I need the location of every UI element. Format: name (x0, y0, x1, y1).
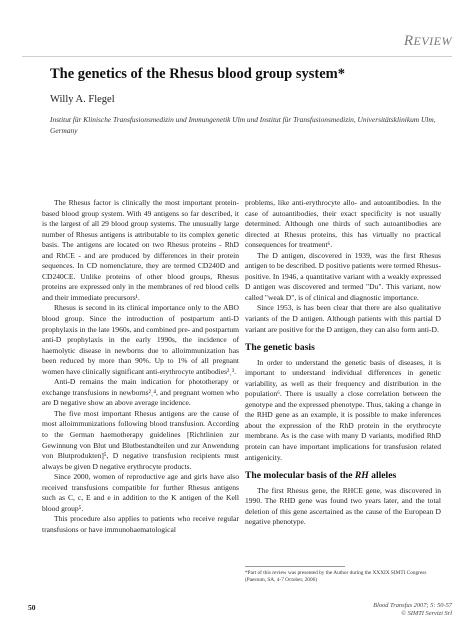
paragraph: Anti-D remains the main indication for phototherapy or exchange transfusions in newborns²ˎ⁴, and pregnant women who are D negative show an above average incidence. (42, 377, 239, 408)
journal-citation (373, 602, 452, 618)
paragraph: Since 1953, is has been clear that there are also qualitative variants of the D antigen. Although patients with this partial D variant are positive for the D antigen, they can also form anti-D. (245, 303, 441, 334)
paragraph: Rhesus is second in its clinical importance only to the ABO blood group. Since the introduction of postpartum anti-D prophylaxis in the late 1960s, and combined pre- and postpartum anti-D prophylaxis in the early 1990s, the incidence of haemolytic disease in newborns due to alloimmunization has been reduced by more than 90%. Up to 1% of all pregnant women have clinically significant anti-erythrocyte antibodies²ˎ³. (42, 303, 239, 376)
paragraph: problems, like anti-erythrocyte allo- and autoantibodies. In the case of autoantibodies, their exact specificity is not usually determined. Although one thirds of such autoantibodies are directed at Rhesus proteins, this has virtually no practical consequences for treatment⁶. (245, 198, 441, 250)
section-heading-molecular-basis (245, 471, 441, 482)
paragraph: The D antigen, discovered in 1939, was the first Rhesus antigen to be described. D positive patients were termed Rhesus-positive. In 1946, a quantitative variant with a weakly expressed D antigen was discovered and termed "Du". This variant, now called "weak D", is of clinical and diagnostic importance. (245, 250, 441, 302)
footnote: *Part of this review was presented by the Author during the XXXIX SIMTI Congress (Paestum, SA, 4-7 October, 2006) (245, 570, 427, 584)
article-author: Willy A. Flegel (50, 94, 115, 105)
paragraph: The five most important Rhesus antigens are the cause of most alloimmunizations following blood transfusion. According to the German haemotherapy guidelines [Richtlinien zur Gewinnung von Blut und Blutbestandteilen und zur Anwendung von Blutprodukten]⁵, D negative transfusion recipients must always be given D negative erythrocyte products. (42, 408, 239, 471)
article-affiliation: Institut für Klinische Transfusionsmedizin und Immungenetik Ulm und Institut für Transfusionsmedizin, Universitätsklinikum Ulm, Germany (50, 115, 436, 135)
section-tag-initial: R (403, 33, 414, 49)
paragraph: This procedure also applies to patients who receive regular transfusions or have immunohaematological (42, 514, 239, 534)
article-title: The genetics of the Rhesus blood group system* (50, 66, 345, 82)
section-heading-genetic-basis: The genetic basis (245, 342, 315, 354)
footnote-rule (245, 566, 345, 567)
copyright: © SIMTI Servizi Srl (401, 610, 452, 617)
header-rule (22, 56, 452, 57)
heading-prefix: The molecular basis of the (245, 470, 355, 482)
paragraph: The Rhesus factor is clinically the most important protein-based blood group system. With 49 antigens so far described, it is the largest of all 29 blood group systems. The unusually large number of Rhesus antigens is attributable to its complex genetic basis. The antigens are located on two Rhesus proteins - RhD and RhCE - and are produced by differences in their protein sequences. In CD nomenclature, they are termed CD240D and CD240CE. Unlike proteins of other blood groups, Rhesus proteins are expressed only in the membranes of red blood cells and their immediate precursors¹. (42, 198, 239, 302)
paragraph: The first Rhesus gene, the RHCE gene, was discovered in 1990. The RHD gene was found two years later, and the total deletion of this gene ascertained as the cause of the European D negative phenotype. (245, 485, 441, 527)
page-number: 50 (28, 603, 36, 612)
section-tag (404, 33, 452, 50)
heading-gene: RH (354, 470, 369, 482)
journal-line: Blood Transfus 2007; 5: 50-57 (373, 602, 452, 609)
section-tag-rest: EVIEW (413, 34, 452, 48)
paragraph: In order to understand the genetic basis of diseases, it is important to understand individual differences in genetic variability, as well as their frequency and distribution in the population⁶. There is usually a close correlation between the genotype and the expressed phenotype. Thus, taking a change in the RHD gene as an example, it is possible to make inferences about the expression of the RhD protein in the erythrocyte membrane. As is the case with many D variants, modified RhD protein can have important implications for transfusion related antigenicity. (245, 357, 441, 462)
heading-suffix: alleles (368, 470, 397, 482)
right-column (245, 198, 441, 528)
paragraph: Since 2000, women of reproductive age and girls have also received transfusions compatible for further Rhesus antigens such as C, c, E and e in addition to the K antigen of the Kell blood group⁵. (42, 472, 239, 513)
left-column (42, 198, 239, 536)
